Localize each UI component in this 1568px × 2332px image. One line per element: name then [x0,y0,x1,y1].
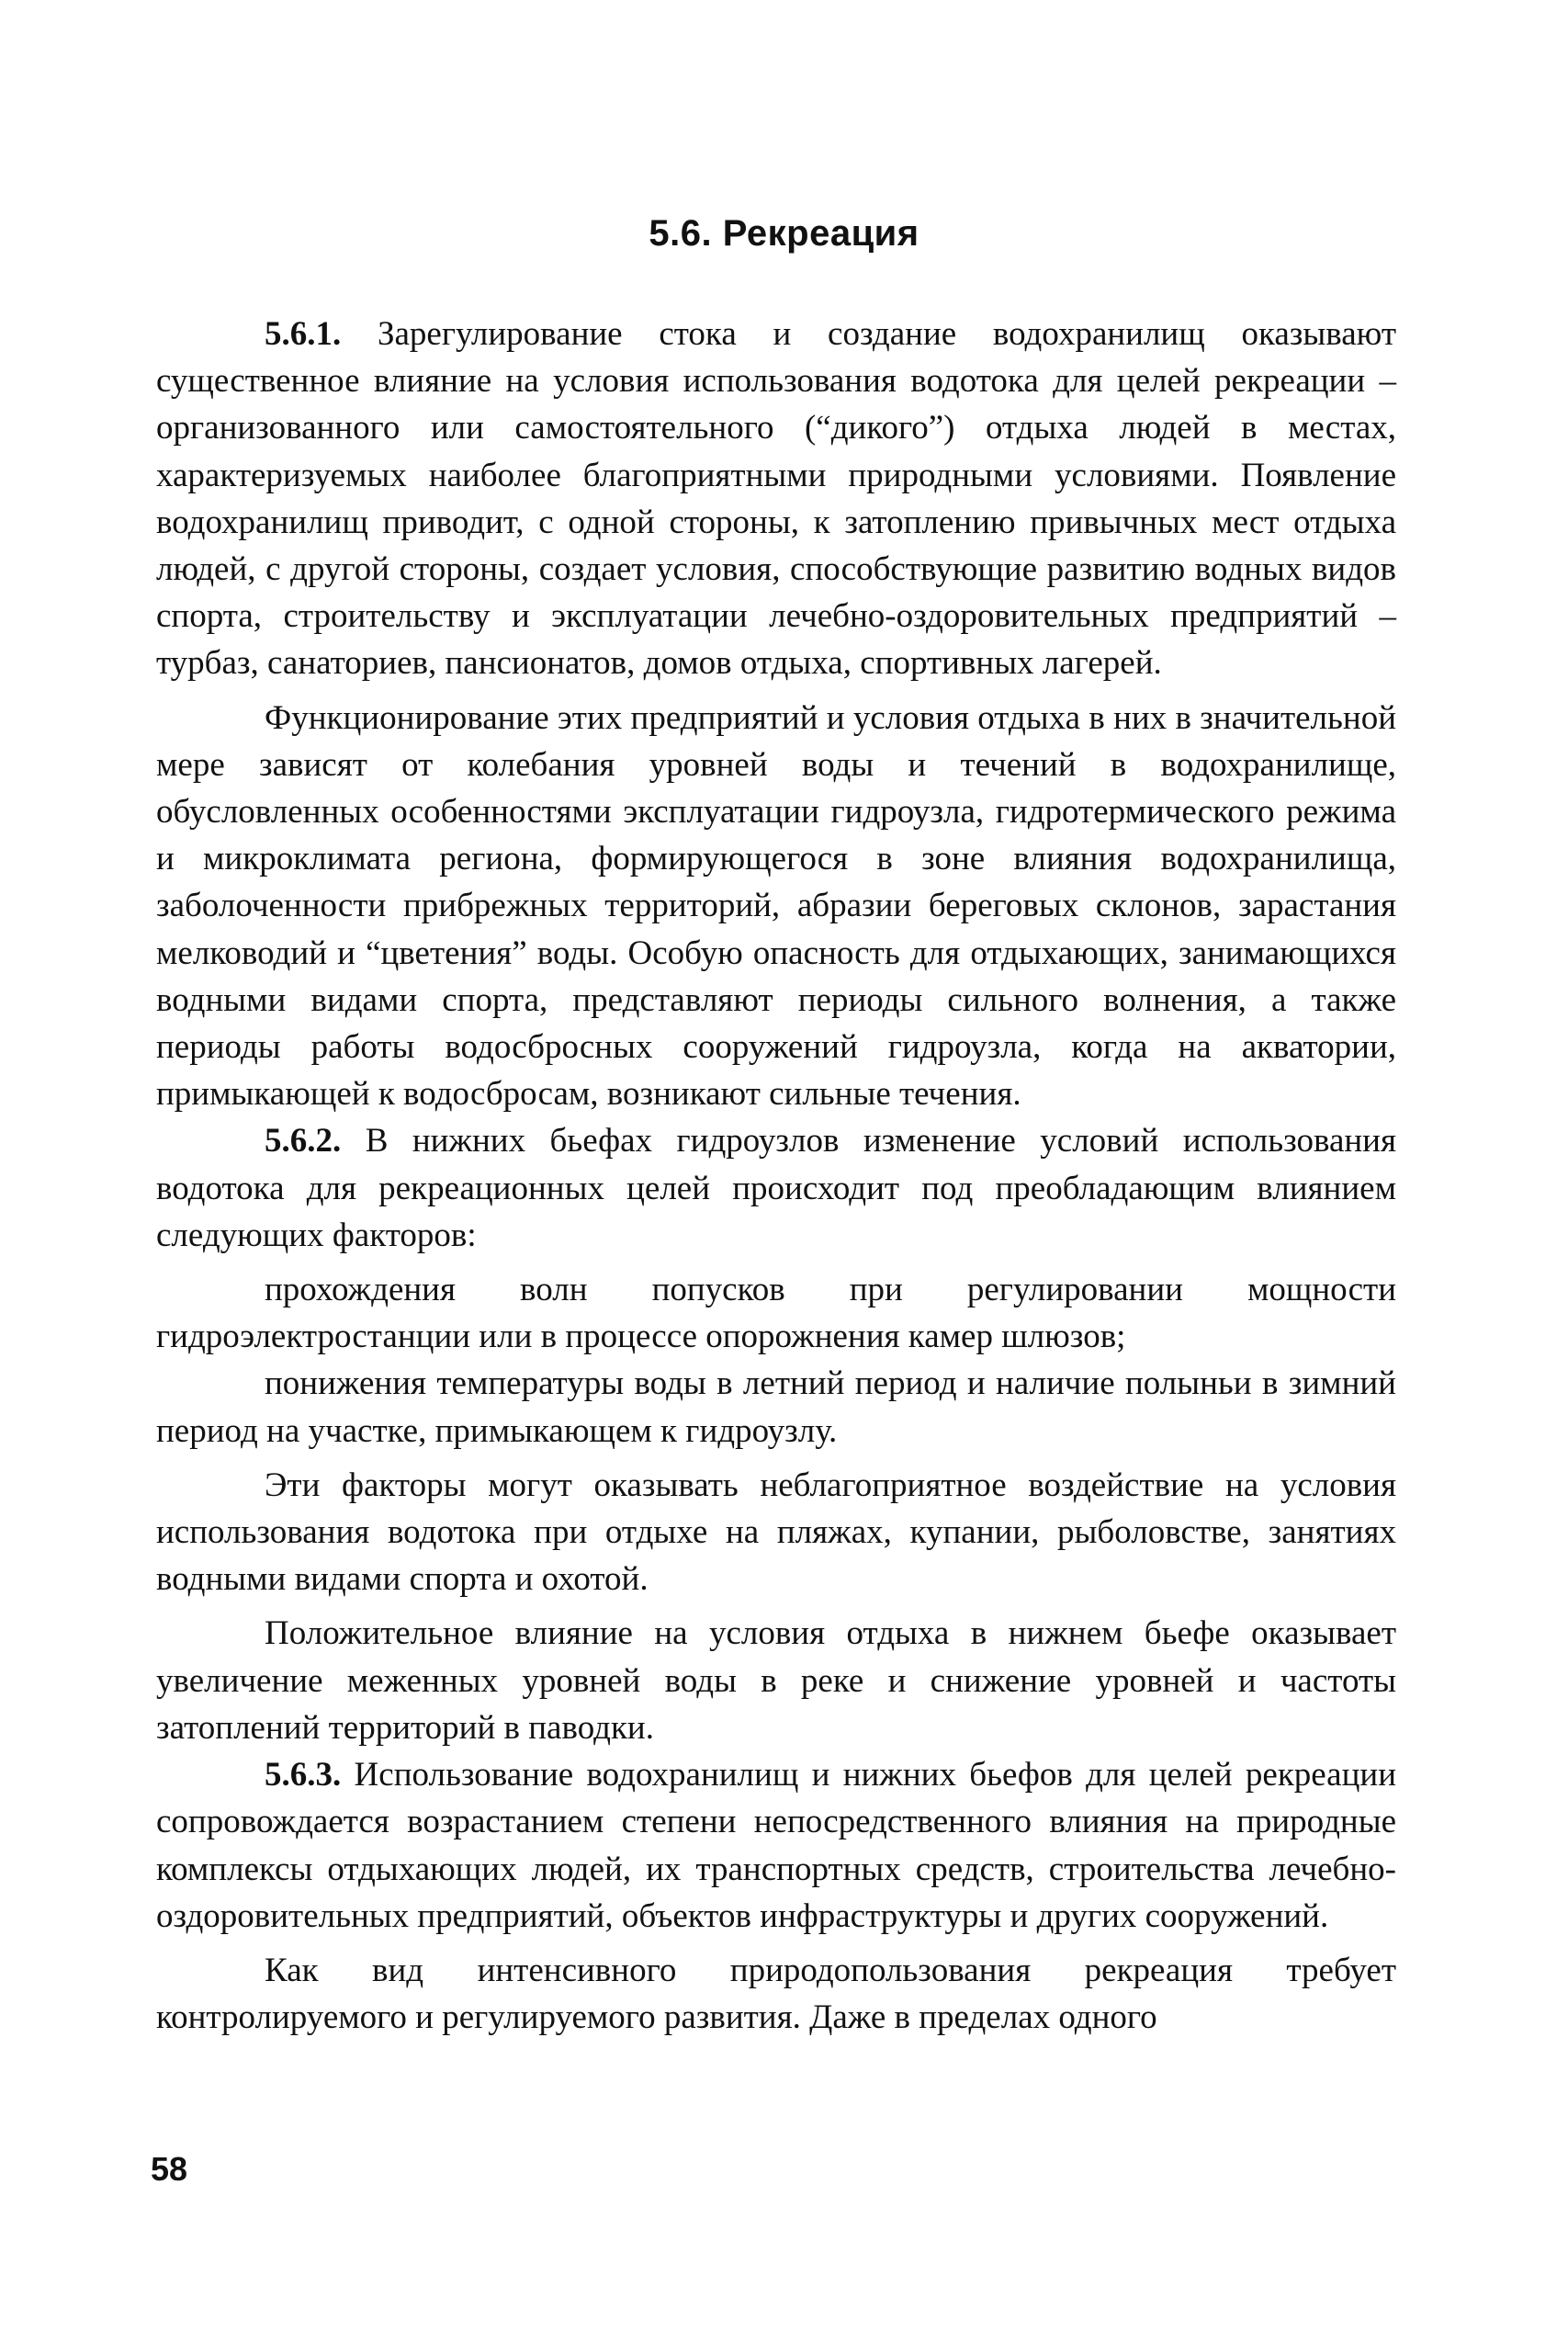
paragraph-text: Зарегулирование стока и создание водохранилищ оказывают существенное влияние на условия использования водотока для целей рекреации – организованного или самостоятельного (“дикого”) отдыха людей в местах, характеризуемых наиболее благоприятными природными условиями. Появление водохранилищ приводит, с одной стороны, к затоплению привычных мест отдыха людей, с другой стороны, создает условия, способствующие развитию водных видов спорта, строительству и эксплуатации лечебно-оздоровительных предприятий – турбаз, санаториев, пансионатов, домов отдыха, спортивных лагерей. [156,315,1396,683]
paragraph-number: 5.6.3. [265,1756,342,1794]
list-paragraph [156,1266,1396,1360]
paragraph-5-6-2 [156,1117,1396,1259]
paragraph-number: 5.6.1. [265,315,342,353]
page-number: 58 [151,2150,188,2188]
body-text [156,311,1396,2041]
paragraph-number: 5.6.2. [265,1122,342,1160]
section-title: 5.6. Рекреация [649,213,919,254]
paragraph-text: Функционирование этих предприятий и условия отдыха в них в значительной мере зависят от колебания уровней воды и течений в водохранилище, обусловленных особенностями эксплуатации гидроузла, гидротермического режима и микроклимата региона, формирующегося в зоне влияния водохранилища, заболоченности прибрежных территорий, абразии береговых склонов, зарастания мелководий и “цветения” воды. Особую опасность для отдыхающих, занимающихся водными видами спорта, представляют периоды сильного волнения, а также периоды работы водосбросных сооружений гидроузла, когда на акватории, примыкающей к водосбросам, возникают сильные течения. [156,698,1396,1114]
paragraph-5-6-1 [156,311,1396,687]
list-paragraph [156,1360,1396,1454]
paragraph-5-6-3 [156,1751,1396,1940]
paragraph-text: Положительное влияние на условия отдыха в нижнем бьефе оказывает увеличение меженных уровней воды в реке и снижение уровней и частоты затоплений территорий в паводки. [156,1614,1396,1747]
paragraph [156,1462,1396,1603]
paragraph [156,1947,1396,2041]
paragraph [156,1610,1396,1751]
paragraph-text: прохождения волн попусков при регулировании мощности гидроэлектростанции или в процессе опорожнения камер шлюзов; [156,1271,1396,1356]
paragraph-text: Эти факторы могут оказывать неблагоприятное воздействие на условия использования водотока при отдыхе на пляжах, купании, рыболовстве, занятиях водными видами спорта и охотой. [156,1466,1396,1599]
paragraph-text: В нижних бьефах гидроузлов изменение условий использования водотока для рекреационных целей происходит под преобладающим влиянием следующих факторов: [156,1122,1396,1254]
paragraph-text: Использование водохранилищ и нижних бьефов для целей рекреации сопровождается возрастанием степени непосредственного влияния на природные комплексы отдыхающих людей, их транспортных средств, строительства лечебно-оздоровительных предприятий, объектов инфраструктуры и других сооружений. [156,1756,1396,1935]
paragraph-text: Как вид интенсивного природопользования рекреация требует контролируемого и регулируемого развития. Даже в пределах одного [156,1951,1396,2037]
paragraph-text: понижения температуры воды в летний период и наличие полыньи в зимний период на участке, примыкающем к гидроузлу. [156,1364,1396,1450]
paragraph [156,695,1396,1118]
